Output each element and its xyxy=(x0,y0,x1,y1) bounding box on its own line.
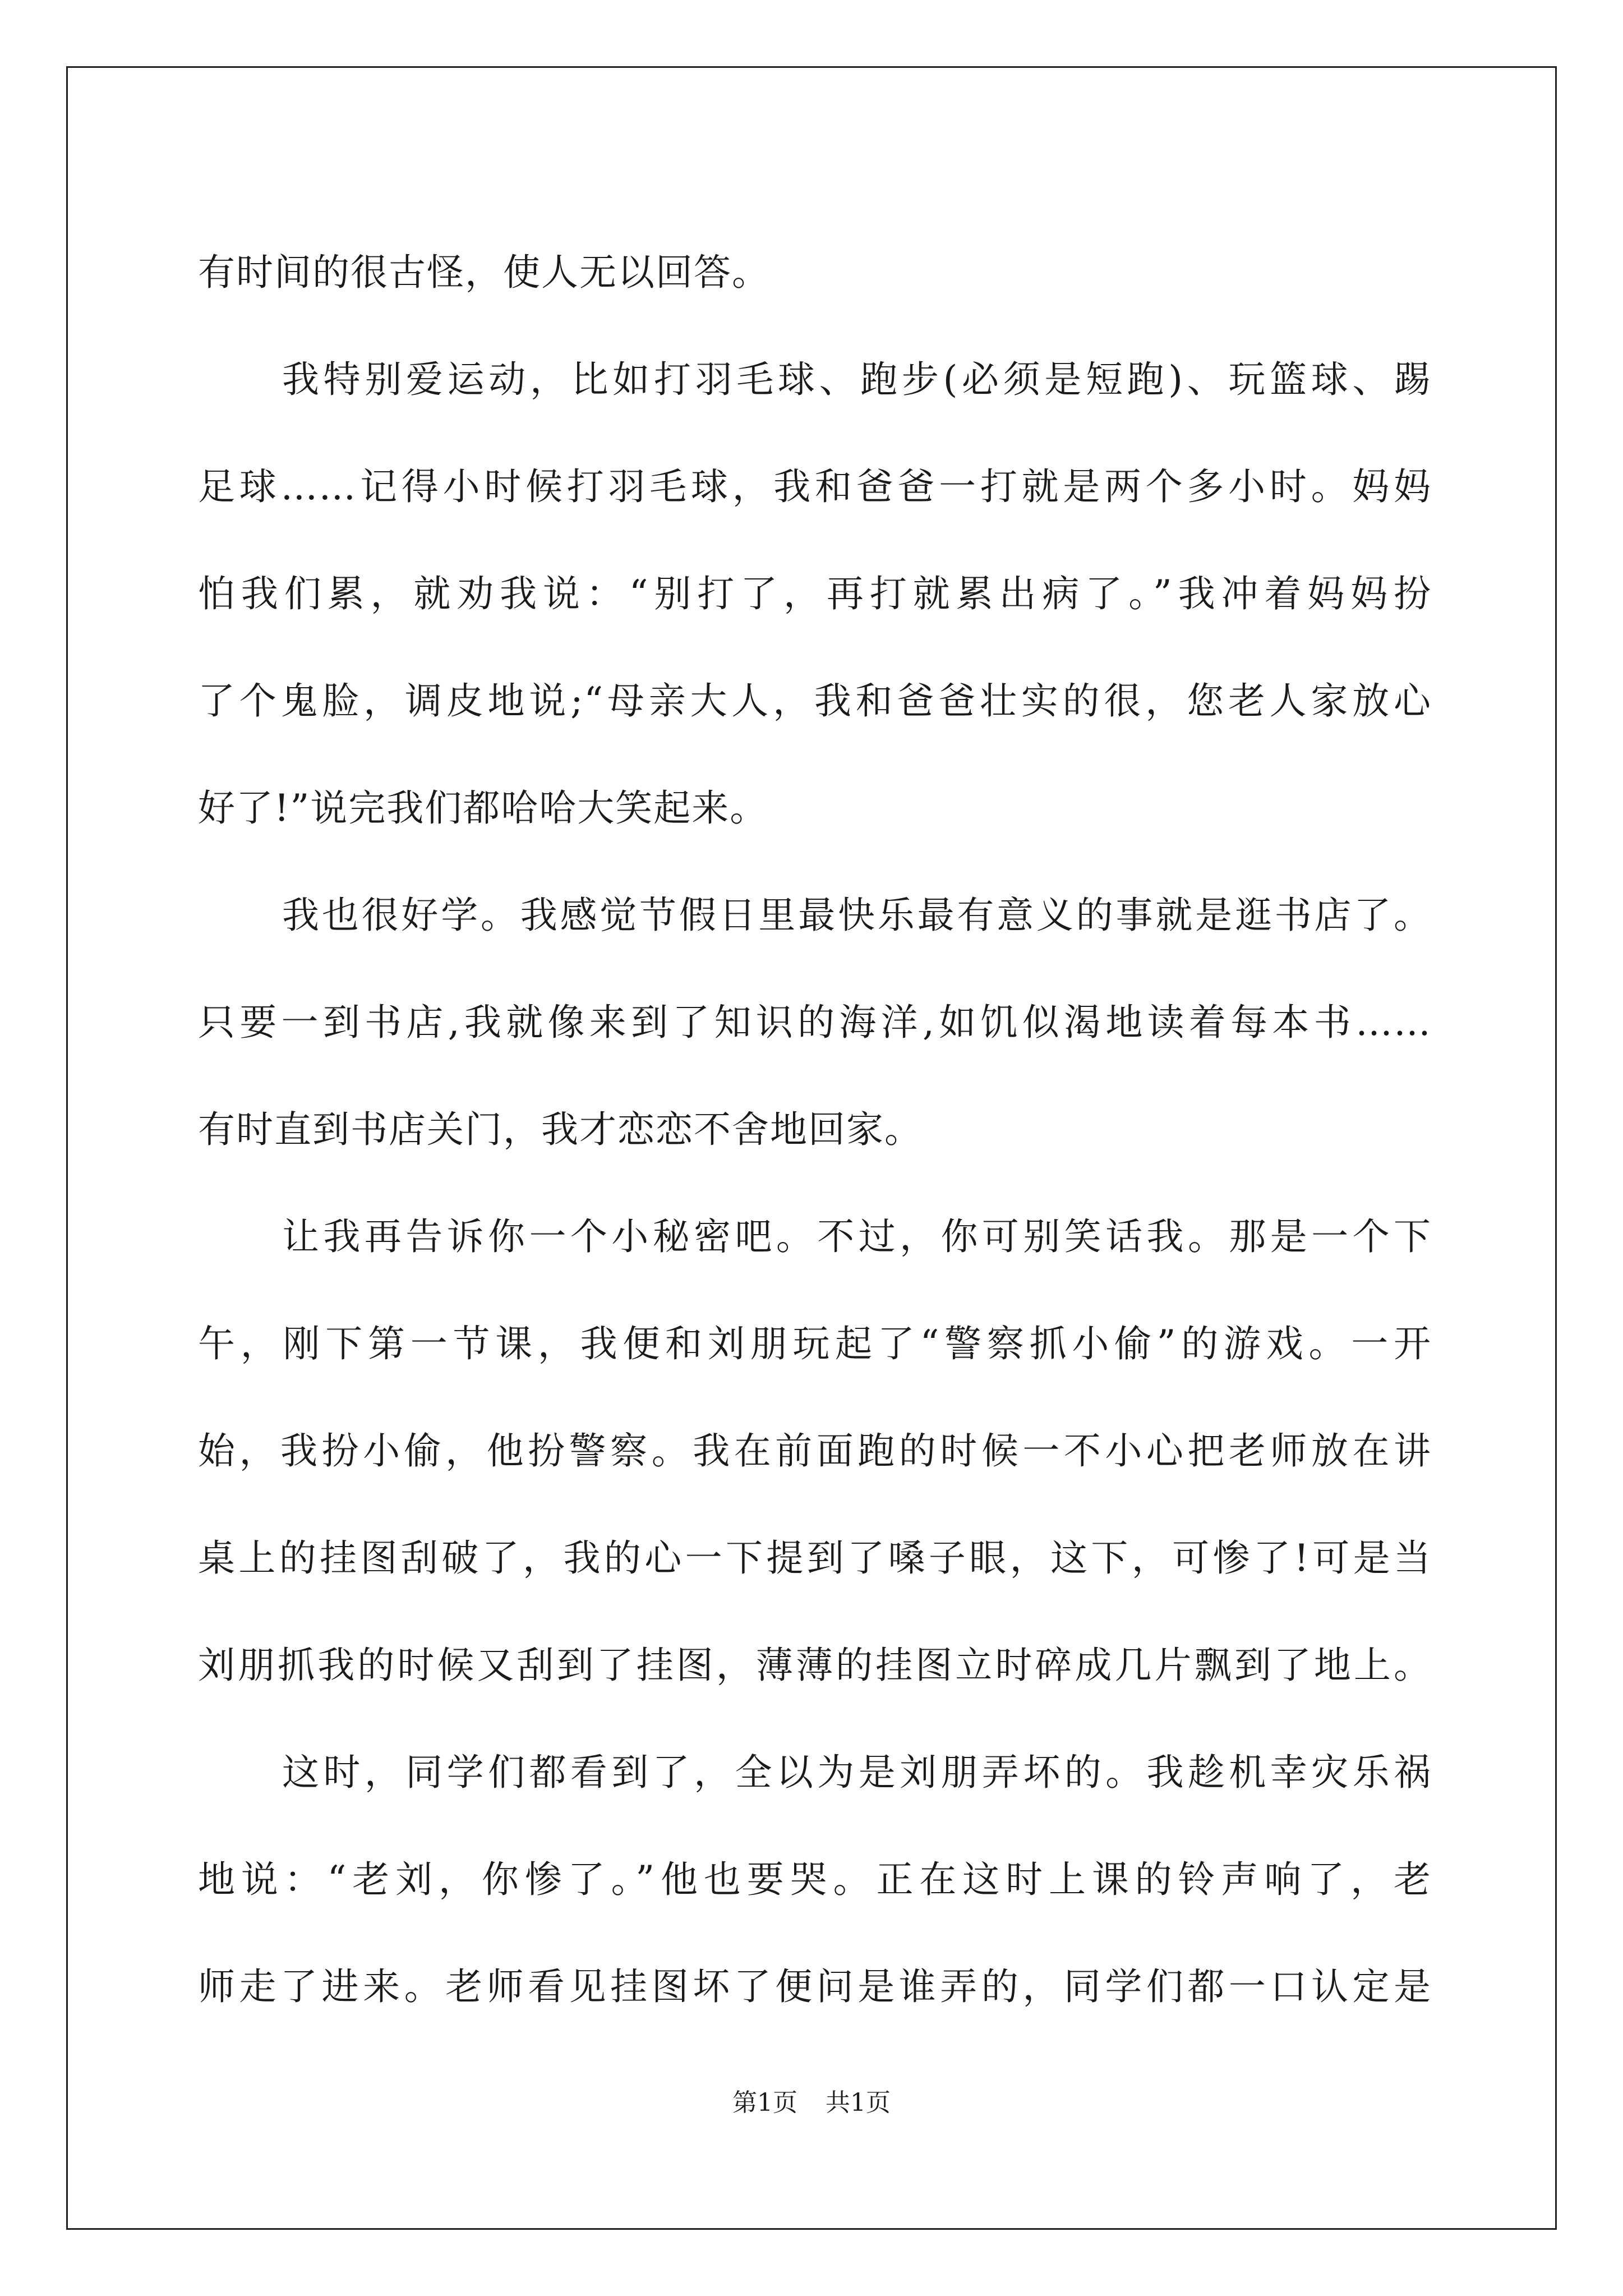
text-line: 刘朋抓我的时候又刮到了挂图，薄薄的挂图立时碎成几片飘到了地上。 xyxy=(198,1644,1432,1687)
text-line: 有时间的很古怪，使人无以回答。 xyxy=(198,251,770,294)
text-line: 只要一到书店,我就像来到了知识的海洋,如饥似渴地读着每本书…… xyxy=(198,1001,1432,1044)
text-line: 怕我们累，就劝我说：“别打了，再打就累出病了。”我冲着妈妈扮 xyxy=(198,572,1432,615)
text-line: 这时，同学们都看到了，全以为是刘朋弄坏的。我趁机幸灾乐祸 xyxy=(282,1751,1432,1794)
text-line: 足球……记得小时候打羽毛球，我和爸爸一打就是两个多小时。妈妈 xyxy=(198,465,1432,508)
text-line: 始，我扮小偷，他扮警察。我在前面跑的时候一不小心把老师放在讲 xyxy=(198,1429,1432,1473)
text-line: 我也很好学。我感觉节假日里最快乐最有意义的事就是逛书店了。 xyxy=(282,894,1432,937)
page-number-total: 共1页 xyxy=(826,2088,891,2117)
text-line: 地说：“老刘，你惨了。”他也要哭。正在这时上课的铃声响了，老 xyxy=(198,1858,1432,1901)
text-line: 师走了进来。老师看见挂图坏了便问是谁弄的，同学们都一口认定是 xyxy=(198,1965,1432,2008)
text-line: 了个鬼脸，调皮地说;“母亲大人，我和爸爸壮实的很，您老人家放心 xyxy=(198,679,1432,723)
text-line: 让我再告诉你一个小秘密吧。不过，你可别笑话我。那是一个下 xyxy=(282,1215,1432,1258)
text-line: 我特别爱运动，比如打羽毛球、跑步(必须是短跑)、玩篮球、踢 xyxy=(282,358,1432,401)
text-line: 好了!”说完我们都哈哈大笑起来。 xyxy=(198,786,768,830)
page-number-current: 第1页 xyxy=(732,2088,797,2117)
document-body xyxy=(198,219,1432,2040)
text-line: 有时直到书店关门，我才恋恋不舍地回家。 xyxy=(198,1108,923,1151)
text-line: 桌上的挂图刮破了，我的心一下提到了嗓子眼，这下，可惨了!可是当 xyxy=(198,1536,1432,1580)
page-footer xyxy=(0,2086,1623,2120)
text-line: 午，刚下第一节课，我便和刘朋玩起了“警察抓小偷”的游戏。一开 xyxy=(198,1322,1432,1365)
